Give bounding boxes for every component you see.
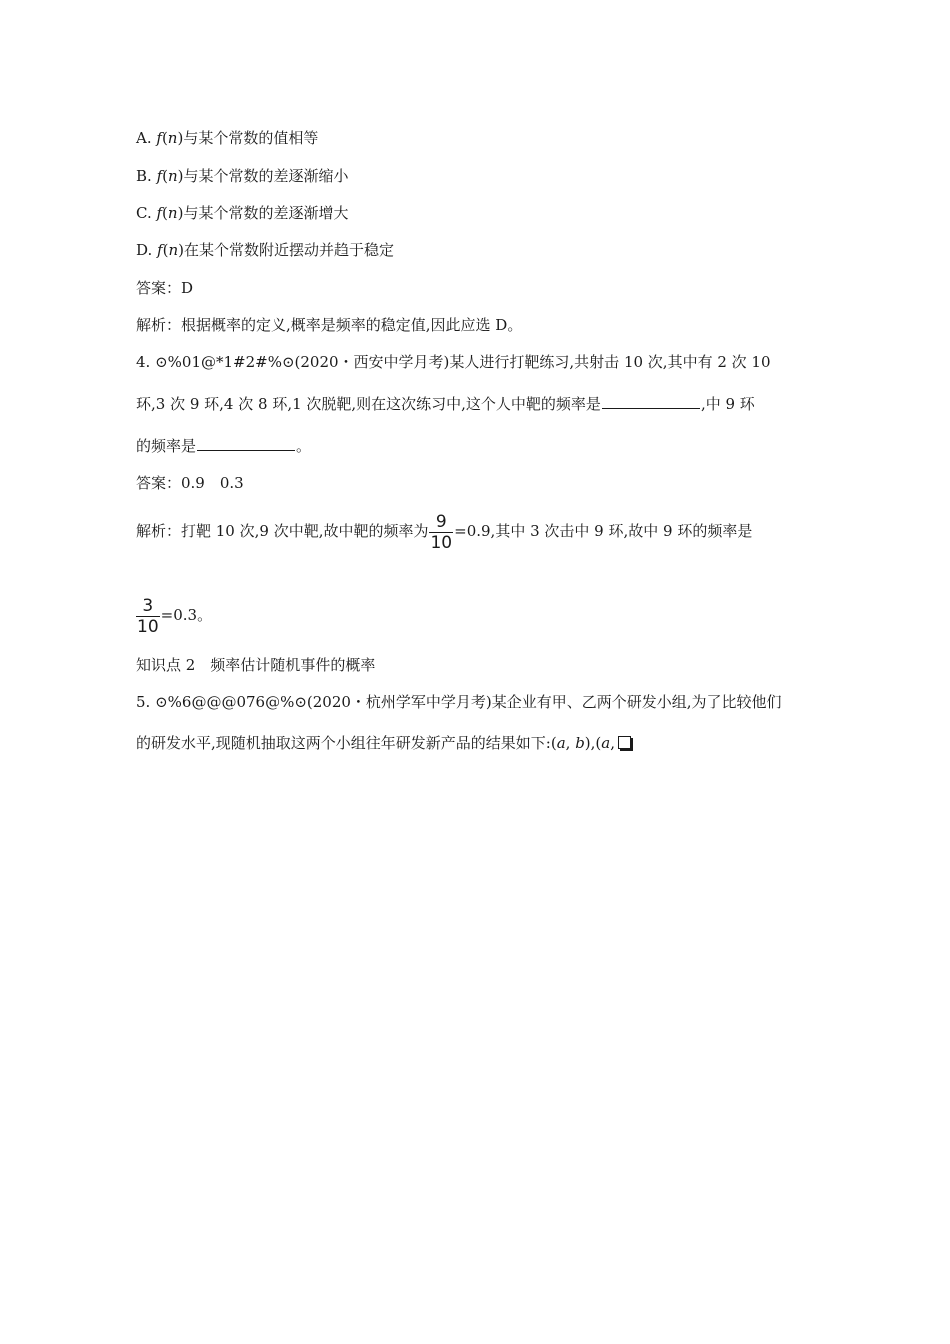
q4-answer: 答案：0.9 0.3: [136, 474, 244, 492]
fraction-numerator: 3: [142, 595, 154, 616]
option-a-prefix: A.: [136, 129, 157, 147]
fraction-numerator: 9: [435, 511, 447, 532]
variable-symbol: n: [167, 129, 178, 147]
q4-line-2-tail: ,中 9 环: [700, 395, 755, 413]
q4-line-2-text: 环,3 次 9 环,4 次 8 环,1 次脱靶,则在这次练习中,这个人中靶的频率是: [136, 395, 601, 413]
q3-answer: 答案：D: [136, 279, 194, 297]
q4-analysis-text-3: =0.3。: [160, 606, 213, 624]
option-d-prefix: D.: [136, 241, 158, 259]
q5-line-2-mid: ),(: [584, 734, 602, 752]
q4-line-2: [136, 394, 755, 414]
option-b-prefix: B.: [136, 167, 157, 185]
option-d-text: 在某个常数附近摆动并趋于稳定: [183, 241, 394, 259]
variable-symbol: n: [168, 241, 179, 259]
q4-analysis-text: 解析：打靶 10 次,9 次中靶,故中靶的频率为: [136, 522, 429, 540]
q4-line-3-text: 的频率是: [136, 437, 197, 455]
q4-line-1: 4. ⊙%01@*1#2#%⊙(2020・西安中学月考)某人进行打靶练习,共射击 10 次,其中有 2 次 10: [136, 353, 771, 371]
variable-symbol: n: [167, 204, 178, 222]
option-b-text: 与某个常数的差逐渐缩小: [183, 167, 349, 185]
q3-analysis: 解析：根据概率的定义,概率是频率的稳定值,因此应选 D。: [136, 316, 523, 334]
answer-blank-2[interactable]: [197, 436, 295, 451]
option-d: D. f(n)在某个常数附近摆动并趋于稳定: [136, 241, 394, 259]
option-c-text: 与某个常数的差逐渐增大: [183, 204, 349, 222]
q4-line-3-tail: 。: [296, 437, 312, 455]
section-title: 知识点 2 频率估计随机事件的概率: [136, 656, 376, 674]
q5-line-2-comma: ,: [610, 734, 616, 752]
variable-a: a: [556, 734, 566, 752]
option-c: C. f(n)与某个常数的差逐渐增大: [136, 204, 349, 222]
function-symbol: f: [156, 129, 162, 147]
q4-analysis-cont: [136, 592, 212, 638]
q5-line-2-text: 的研发水平,现随机抽取这两个小组往年研发新产品的结果如下:(: [136, 734, 557, 752]
function-symbol: f: [156, 167, 163, 185]
option-a-text: 与某个常数的值相等: [183, 129, 319, 147]
q5-line-2: [136, 733, 631, 753]
answer-blank-1[interactable]: [602, 394, 700, 409]
variable-a: a: [601, 734, 611, 752]
option-c-prefix: C.: [136, 204, 157, 222]
q4-line-3: [136, 436, 311, 456]
fraction-3-10: [136, 596, 160, 637]
q4-analysis: [136, 508, 752, 554]
variable-symbol: n: [167, 167, 178, 185]
option-a: A. f(n)与某个常数的值相等: [136, 129, 319, 147]
comma: ,: [565, 734, 576, 752]
fraction-denominator: 10: [137, 616, 159, 637]
q4-analysis-text-2: =0.9,其中 3 次击中 9 环,故中 9 环的频率是: [454, 522, 753, 540]
fraction-denominator: 10: [430, 532, 453, 553]
variable-b: b: [575, 734, 585, 752]
option-b: B. f(n)与某个常数的差逐渐缩小: [136, 167, 349, 185]
box-icon: [618, 736, 631, 749]
function-symbol: f: [156, 204, 163, 222]
function-symbol: f: [157, 241, 163, 259]
q5-line-1: 5. ⊙%6@@@076@%⊙(2020・杭州学军中学月考)某企业有甲、乙两个研发小组,为了比较他们: [136, 693, 782, 711]
fraction-9-10: [429, 512, 453, 553]
